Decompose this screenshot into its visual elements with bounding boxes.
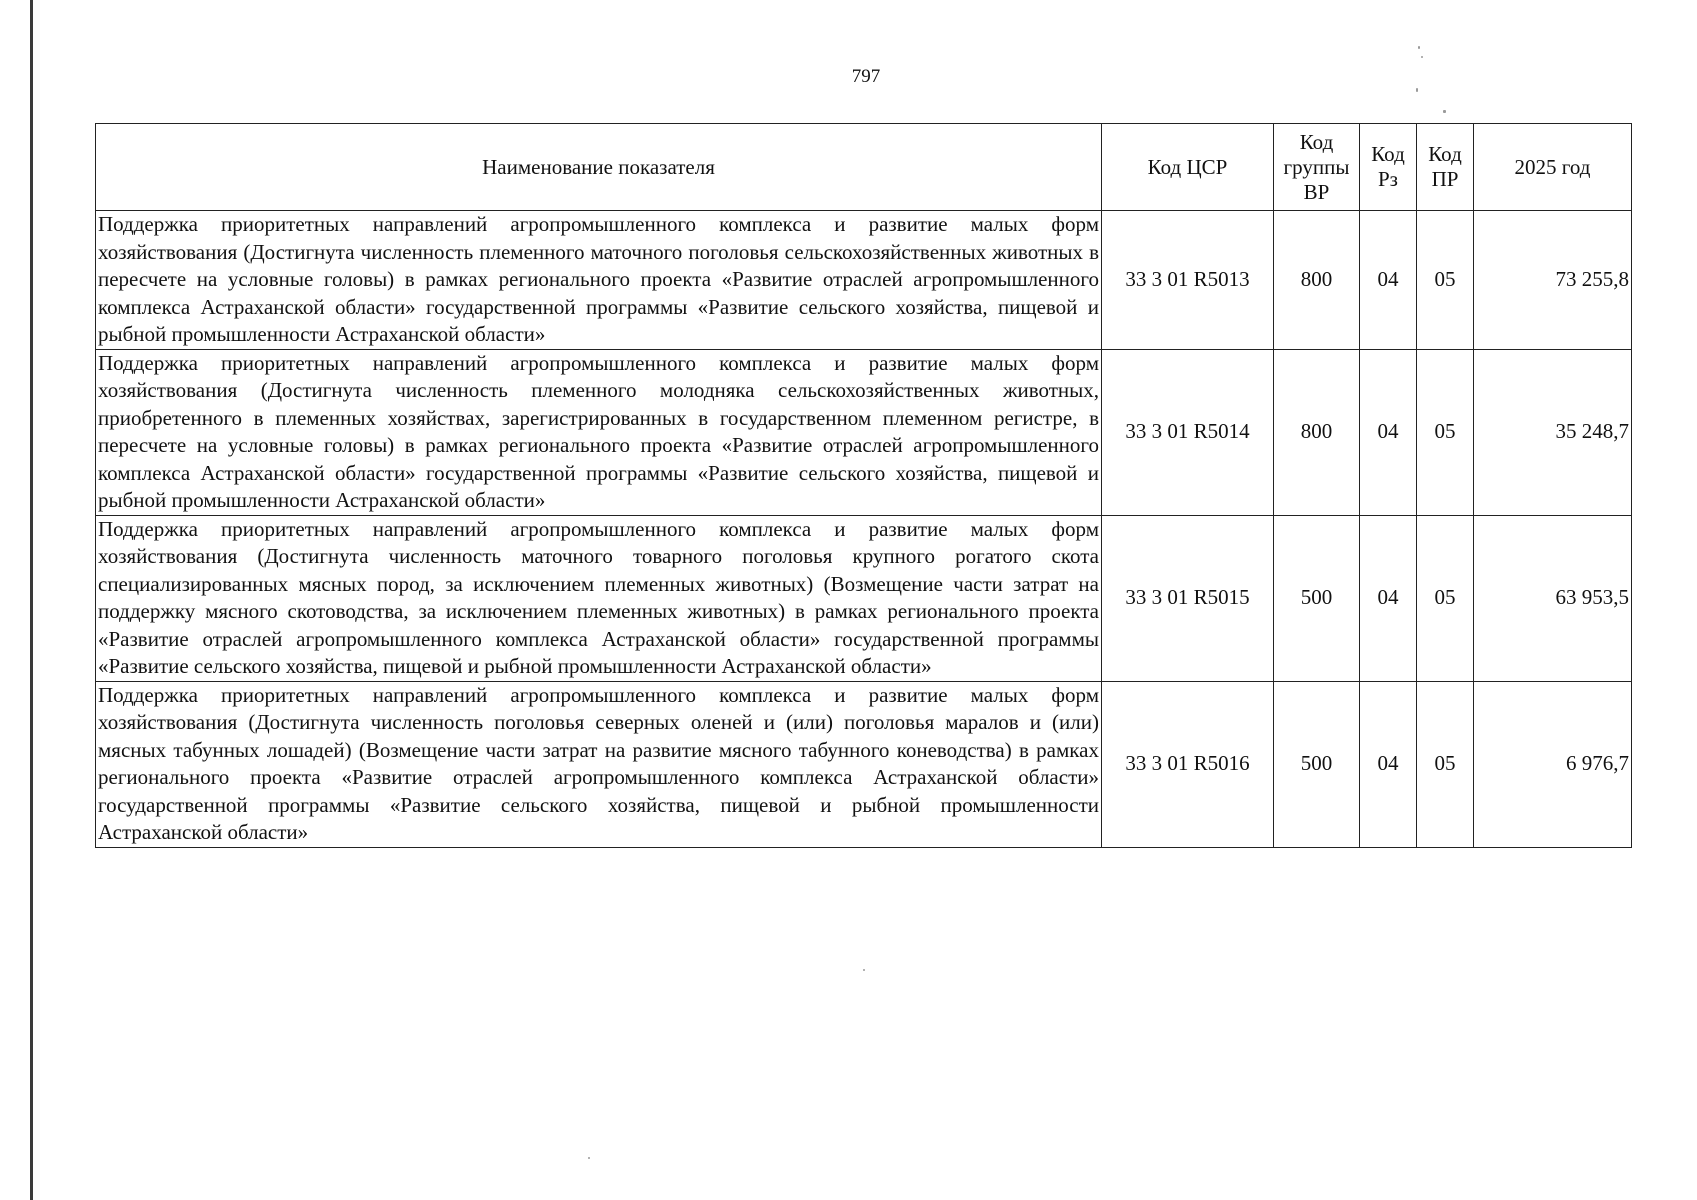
header-year-2025: 2025 год [1474,124,1632,211]
header-indicator-name: Наименование показателя [96,124,1102,211]
table-row [96,515,1632,681]
header-csr-code: Код ЦСР [1102,124,1274,211]
header-rz-code: Код Рз [1360,124,1417,211]
vr-code-cell: 800 [1274,349,1360,515]
vr-code-cell: 500 [1274,515,1360,681]
table-row [96,681,1632,847]
amount-2025-cell: 73 255,8 [1474,211,1632,350]
amount-2025-cell: 35 248,7 [1474,349,1632,515]
amount-2025-cell: 6 976,7 [1474,681,1632,847]
scan-speck [863,969,865,971]
csr-code-cell: 33 3 01 R5016 [1102,681,1274,847]
page-number: 797 [851,66,881,87]
header-pr-code: Код ПР [1417,124,1474,211]
vr-code-cell: 800 [1274,211,1360,350]
csr-code-cell: 33 3 01 R5013 [1102,211,1274,350]
scan-speck [1418,46,1420,49]
table-row [96,211,1632,350]
table-row [96,349,1632,515]
indicator-name-cell: Поддержка приоритетных направлений агропромышленного комплекса и развитие малых форм хозяйствования (Достигнута численность племенного молодняка сельскохозяйственных животных, приобретенного в племенных хозяйствах, зарегистрированных в государственном племенном регистре, в пересчете на условные головы) в рамках регионального проекта «Развитие отраслей агропромышленного комплекса Астраханской области» государственной программы «Развитие сельского хозяйства, пищевой и рыбной промышленности Астраханской области» [96,349,1102,515]
rz-code-cell: 04 [1360,681,1417,847]
pr-code-cell: 05 [1417,211,1474,350]
indicator-name-cell: Поддержка приоритетных направлений агропромышленного комплекса и развитие малых форм хозяйствования (Достигнута численность племенного маточного поголовья сельскохозяйственных животных в пересчете на условные головы) в рамках регионального проекта «Развитие отраслей агропромышленного комплекса Астраханской области» государственной программы «Развитие сельского хозяйства, пищевой и рыбной промышленности Астраханской области» [96,211,1102,350]
pr-code-cell: 05 [1417,349,1474,515]
scan-speck [1443,110,1446,113]
pr-code-cell: 05 [1417,515,1474,681]
page-binding-edge [30,0,33,1200]
table-header-row [96,124,1632,211]
amount-2025-cell: 63 953,5 [1474,515,1632,681]
rz-code-cell: 04 [1360,349,1417,515]
csr-code-cell: 33 3 01 R5014 [1102,349,1274,515]
scan-speck [1421,56,1423,58]
indicator-name-cell: Поддержка приоритетных направлений агропромышленного комплекса и развитие малых форм хозяйствования (Достигнута численность маточного товарного поголовья крупного рогатого скота специализированных мясных пород, за исключением племенных животных) (Возмещение части затрат на поддержку мясного скотоводства, за исключением племенных животных) в рамках регионального проекта «Развитие отраслей агропромышленного комплекса Астраханской области» государственной программы «Развитие сельского хозяйства, пищевой и рыбной промышленности Астраханской области» [96,515,1102,681]
budget-table [95,123,1632,848]
pr-code-cell: 05 [1417,681,1474,847]
rz-code-cell: 04 [1360,211,1417,350]
scan-speck [588,1157,590,1159]
vr-code-cell: 500 [1274,681,1360,847]
rz-code-cell: 04 [1360,515,1417,681]
scan-speck [1416,88,1418,92]
indicator-name-cell: Поддержка приоритетных направлений агропромышленного комплекса и развитие малых форм хозяйствования (Достигнута численность поголовья северных оленей и (или) поголовья маралов и (или) мясных табунных лошадей) (Возмещение части затрат на развитие мясного табунного коневодства) в рамках регионального проекта «Развитие отраслей агропромышленного комплекса Астраханской области» государственной программы «Развитие сельского хозяйства, пищевой и рыбной промышленности Астраханской области» [96,681,1102,847]
csr-code-cell: 33 3 01 R5015 [1102,515,1274,681]
header-vr-code: Код группы ВР [1274,124,1360,211]
